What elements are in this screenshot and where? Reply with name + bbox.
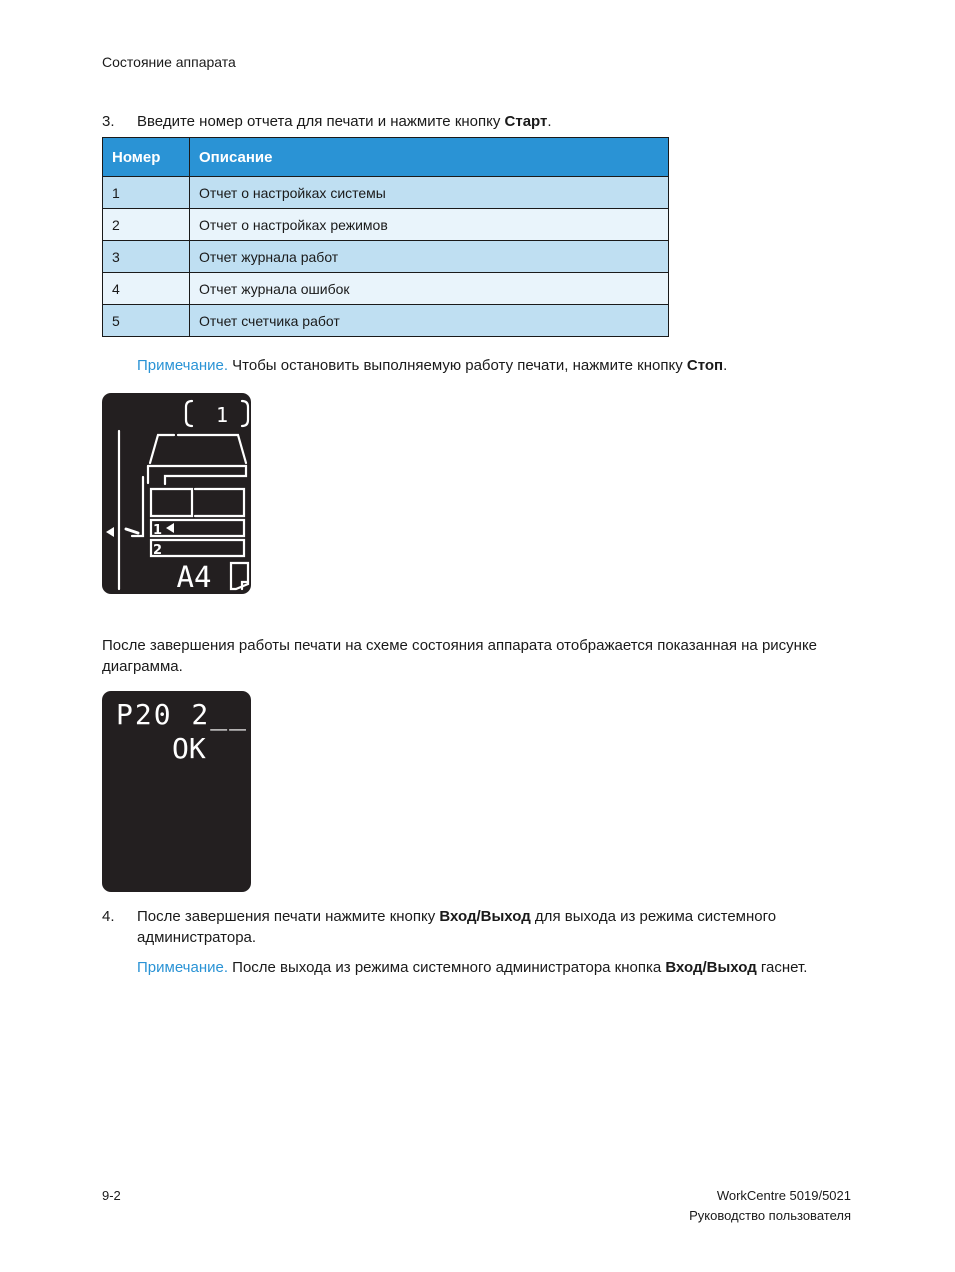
guide-title: Руководство пользователя — [689, 1208, 851, 1223]
note-label: Примечание. — [137, 357, 228, 374]
note-text: гаснет. — [756, 959, 808, 976]
note-label: Примечание. — [137, 959, 228, 976]
button-name-login-logout: Вход/Выход — [665, 959, 757, 976]
table-row — [103, 241, 669, 273]
note-stop — [137, 355, 852, 376]
cell-description: Отчет о настройках режимов — [190, 209, 669, 241]
cell-description: Отчет о настройках системы — [190, 177, 669, 209]
cell-number: 2 — [103, 209, 190, 241]
note-logout — [137, 957, 837, 978]
lcd-result-line1: P20 2__ — [116, 698, 249, 731]
tray-2-label: 2 — [153, 543, 163, 558]
bracket-left — [186, 401, 192, 426]
column-header-number: Номер — [103, 138, 190, 177]
bracket-right — [242, 401, 248, 426]
tray-selected-arrow-icon — [166, 523, 174, 533]
printer-diagram-icon — [102, 393, 251, 594]
page-number: 9-2 — [102, 1188, 121, 1203]
table-row — [103, 177, 669, 209]
step-text — [137, 111, 852, 132]
step-text-part: . — [547, 113, 552, 130]
quantity-digit: 1 — [215, 403, 229, 427]
button-name-stop: Стоп — [686, 357, 724, 374]
cell-number: 5 — [103, 305, 190, 337]
left-arrow-icon — [106, 527, 114, 537]
after-print-paragraph: После завершения работы печати на схеме состояния аппарата отображается показанная на рисунке диаграмма. — [102, 637, 818, 675]
step-text-part: Введите номер отчета для печати и нажмите кнопку — [137, 113, 505, 130]
table-row — [103, 273, 669, 305]
step-text-part: После завершения печати нажмите кнопку — [137, 908, 440, 925]
cell-description: Отчет счетчика работ — [190, 305, 669, 337]
step-text-part: для выхода из режима системного администратора. — [137, 908, 777, 946]
lcd-result-screen — [102, 691, 251, 892]
lcd-result-line2: OK — [172, 732, 206, 765]
note-text: Чтобы остановить выполняемую работу печати, нажмите кнопку — [228, 357, 687, 374]
footer-product-info — [689, 1186, 851, 1226]
cell-description: Отчет журнала работ — [190, 241, 669, 273]
lcd-result-display — [102, 691, 251, 892]
table-header-row — [103, 138, 669, 177]
section-title: Состояние аппарата — [102, 54, 236, 70]
cell-description: Отчет журнала ошибок — [190, 273, 669, 305]
cell-number: 4 — [103, 273, 190, 305]
table-row — [103, 209, 669, 241]
step-number: 4. — [102, 908, 115, 925]
column-header-description: Описание — [190, 138, 669, 177]
step-text — [137, 906, 852, 948]
note-text: . — [723, 357, 728, 374]
cell-number: 3 — [103, 241, 190, 273]
table-row — [103, 305, 669, 337]
product-name: WorkCentre 5019/5021 — [716, 1188, 851, 1203]
reports-table — [102, 137, 669, 337]
lcd-status-display — [102, 393, 251, 594]
step-number: 3. — [102, 113, 115, 130]
button-name-login-logout: Вход/Выход — [439, 908, 531, 925]
note-text: После выхода из режима системного администратора кнопка — [228, 959, 666, 976]
cell-number: 1 — [103, 177, 190, 209]
button-name-start: Старт — [504, 113, 548, 130]
tray-1-label: 1 — [153, 523, 163, 538]
paper-size-readout: A4 — [176, 560, 212, 594]
